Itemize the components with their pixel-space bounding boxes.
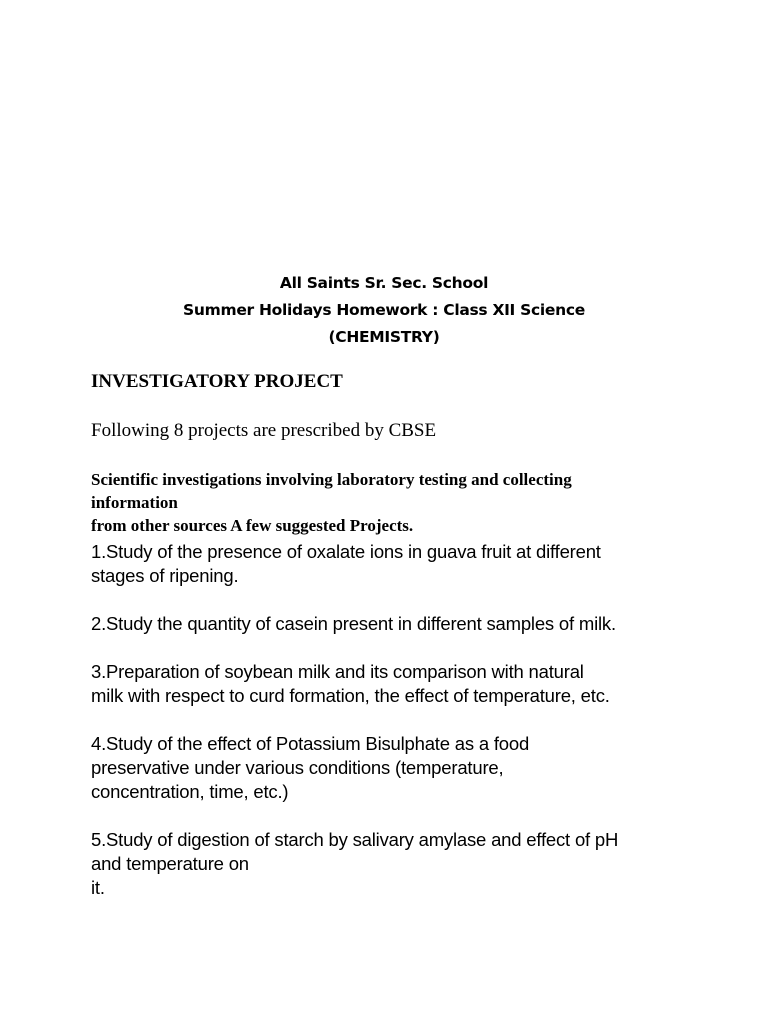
project-line: stages of ripening. <box>91 565 239 586</box>
project-item-3 <box>91 660 731 708</box>
school-name: All Saints Sr. Sec. School <box>279 274 489 292</box>
project-line: and temperature on <box>91 853 249 874</box>
project-item-4 <box>91 732 731 804</box>
project-line: milk with respect to curd formation, the effect of temperature, etc. <box>91 685 610 706</box>
scientific-line-2: information <box>91 493 178 512</box>
project-line: concentration, time, etc.) <box>91 781 289 802</box>
project-line: preservative under various conditions (temperature, <box>91 757 504 778</box>
project-item-2 <box>91 612 731 636</box>
project-line: it. <box>91 877 105 898</box>
intro-text: Following 8 projects are prescribed by CBSE <box>91 420 437 441</box>
project-list <box>91 540 731 924</box>
project-line: 5.Study of digestion of starch by salivary amylase and effect of pH <box>91 829 619 850</box>
section-title: INVESTIGATORY PROJECT <box>91 371 343 392</box>
project-line: 1.Study of the presence of oxalate ions in guava fruit at different <box>91 541 601 562</box>
project-line: 3.Preparation of soybean milk and its comparison with natural <box>91 661 584 682</box>
homework-title: Summer Holidays Homework : Class XII Science <box>183 301 585 319</box>
project-line: 4.Study of the effect of Potassium Bisulphate as a food <box>91 733 530 754</box>
scientific-investigations-text <box>91 468 691 537</box>
project-item-1 <box>91 540 731 588</box>
subject-title: (CHEMISTRY) <box>328 328 440 346</box>
scientific-line-1: Scientific investigations involving laboratory testing and collecting <box>91 470 572 489</box>
scientific-line-3: from other sources A few suggested Projects. <box>91 516 414 535</box>
project-item-5 <box>91 828 731 900</box>
document-header <box>0 270 768 351</box>
project-line: 2.Study the quantity of casein present in different samples of milk. <box>91 613 616 634</box>
